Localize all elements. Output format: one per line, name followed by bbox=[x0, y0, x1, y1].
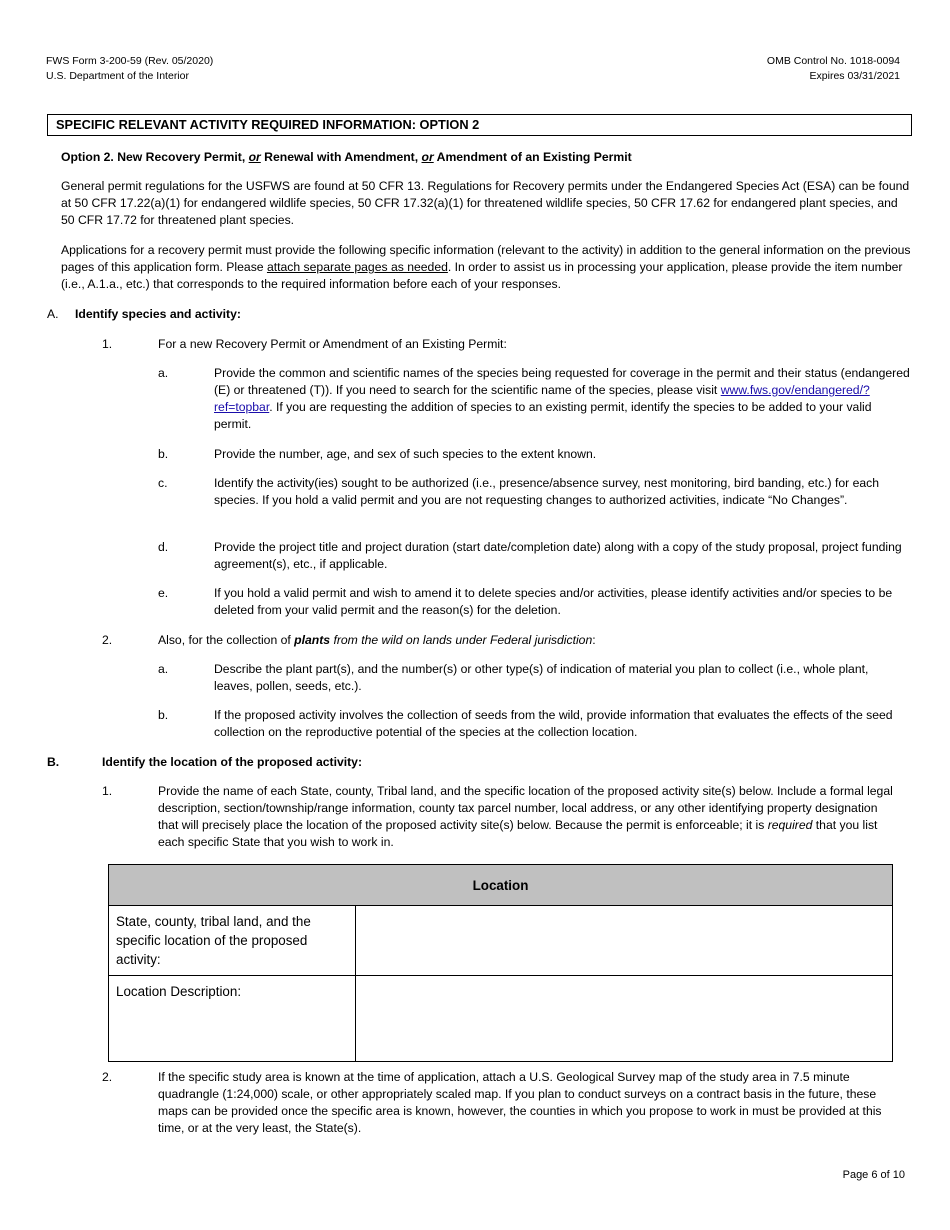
item-a2b-text: If the proposed activity involves the collection of seeds from the wild, provide information that evaluates the effects of the seed collection on the reproductive potential of the species at the collection location. bbox=[214, 708, 893, 739]
item-a1d-letter: d. bbox=[158, 540, 169, 554]
intro-instructions-text-1: Applications for a recovery permit must provide the following specific information (relevant to the activity) in addition to the general information on the previous pages of this application form. Please bbox=[61, 243, 911, 274]
page-number: Page 6 of 10 bbox=[842, 1169, 905, 1181]
option-text-1: Option 2. New Recovery Permit, bbox=[61, 150, 249, 164]
item-a1a-text-1: Provide the common and scientific names of the species being requested for coverage in the permit and their status (endangered (E) or threatened (T)). If you need to search for the scientific name of the species, please visit bbox=[214, 366, 910, 397]
location-table bbox=[108, 864, 893, 1062]
required-emphasis: required bbox=[767, 818, 813, 832]
location-description-input-cell[interactable] bbox=[356, 976, 893, 1062]
option-or-1: or bbox=[248, 150, 261, 164]
section-b-title: Identify the location of the proposed activity: bbox=[102, 755, 363, 769]
header-right bbox=[767, 54, 900, 84]
item-a1-number: 1. bbox=[102, 337, 113, 351]
item-b1-text-2: that you list each specific State that you wish to work in. bbox=[158, 818, 878, 849]
option-heading bbox=[61, 149, 632, 166]
location-table-header: Location bbox=[109, 865, 893, 906]
item-a1-text: For a new Recovery Permit or Amendment of an Existing Permit: bbox=[158, 337, 507, 351]
item-a2-text-1: Also, for the collection of bbox=[158, 633, 295, 647]
item-b1-text-1: Provide the name of each State, county, Tribal land, and the specific location of the proposed activity site(s) below. Include a formal legal description, section/township/range information, county tax parcel number, local address, or any other identifying property designation that will precisely place the location of the proposed activity site(s) below. Because the permit is enforceable; it is bbox=[158, 784, 893, 832]
section-a-letter: A. bbox=[47, 307, 59, 321]
location-input-cell[interactable] bbox=[356, 906, 893, 976]
item-a1c-letter: c. bbox=[158, 476, 168, 490]
option-text-3: Amendment of an Existing Permit bbox=[433, 150, 632, 164]
item-b1-number: 1. bbox=[102, 784, 113, 798]
expiration-date: Expires 03/31/2021 bbox=[809, 70, 900, 82]
department-name: U.S. Department of the Interior bbox=[46, 70, 189, 82]
item-a1d-text: Provide the project title and project duration (start date/completion date) along with a copy of the study proposal, project funding agreement(s), etc., if applicable. bbox=[214, 540, 902, 571]
item-a1c-text: Identify the activity(ies) sought to be authorized (i.e., presence/absence survey, nest monitoring, bird banding, etc.) for each species. If you hold a valid permit and you are not requesting changes to authorized activities, indicate “No Changes”. bbox=[214, 476, 880, 507]
item-a1e-letter: e. bbox=[158, 586, 169, 600]
item-a2-number: 2. bbox=[102, 633, 113, 647]
plants-emphasis: plants bbox=[294, 633, 331, 647]
item-a2b-letter: b. bbox=[158, 708, 169, 722]
item-b2-number: 2. bbox=[102, 1070, 113, 1084]
item-a1a-text bbox=[214, 365, 910, 433]
item-a2-text bbox=[158, 632, 596, 649]
header-left bbox=[46, 54, 213, 84]
location-description-label: Location Description: bbox=[109, 976, 356, 1062]
intro-instructions-text-2: . In order to assist us in processing your application, please provide the item number (i.e., A.1.a., etc.) that corresponds to the required information before each of your responses. bbox=[61, 260, 903, 291]
item-b1-text bbox=[158, 783, 898, 851]
omb-control-number: OMB Control No. 1018-0094 bbox=[766, 55, 900, 67]
attach-pages-note: attach separate pages as needed bbox=[266, 260, 448, 274]
item-a1e-text: If you hold a valid permit and wish to amend it to delete species and/or activities, please identify activities and/or species to be deleted from your valid permit and the reason(s) for the deletion. bbox=[214, 586, 893, 617]
item-a2-text-2: : bbox=[592, 633, 596, 647]
section-b-letter: B. bbox=[47, 755, 60, 769]
item-a1b-text: Provide the number, age, and sex of such species to the extent known. bbox=[214, 447, 597, 461]
section-a-title: Identify species and activity: bbox=[75, 307, 241, 321]
intro-instructions bbox=[61, 242, 911, 293]
federal-jurisdiction-text: from the wild on lands under Federal jurisdiction bbox=[330, 633, 593, 647]
item-a1a-text-2: . If you are requesting the addition of species to an existing permit, identify the species to be added to your valid permit. bbox=[214, 400, 872, 431]
intro-regulations: General permit regulations for the USFWS are found at 50 CFR 13. Regulations for Recovery permits under the Endangered Species Act (ESA) can be found at 50 CFR 17.22(a)(1) for endangered wildlife species, 50 CFR 17.32(a)(1) for threatened wildlife species, 50 CFR 17.62 for endangered plant species, and 50 CFR 17.72 for threatened plant species. bbox=[61, 179, 910, 227]
item-a2a-letter: a. bbox=[158, 662, 169, 676]
option-text-2: Renewal with Amendment, bbox=[260, 150, 422, 164]
location-row-label: State, county, tribal land, and the specific location of the proposed activity: bbox=[109, 906, 356, 976]
form-id: FWS Form 3-200-59 (Rev. 05/2020) bbox=[46, 55, 214, 67]
item-a1b-letter: b. bbox=[158, 447, 169, 461]
section-banner: SPECIFIC RELEVANT ACTIVITY REQUIRED INFORMATION: OPTION 2 bbox=[47, 114, 912, 136]
item-a1a-letter: a. bbox=[158, 366, 169, 380]
option-or-2: or bbox=[421, 150, 434, 164]
item-b2-text: If the specific study area is known at the time of application, attach a U.S. Geological Survey map of the study area in 7.5 minute quadrangle (1:24,000) scale, or other appropriately scaled map. If you plan to conduct surveys on a contract basis in the future, these maps can be provided once the specific area is known, however, the counties in which you propose to work in must be provided at this time, or at the very least, the State(s). bbox=[158, 1070, 882, 1135]
fws-endangered-link[interactable]: www.fws.gov/endangered/?ref=topbar bbox=[214, 383, 870, 414]
item-a2a-text: Describe the plant part(s), and the number(s) or other type(s) of indication of material you plan to collect (i.e., whole plant, leaves, pollen, seeds, etc.). bbox=[214, 662, 869, 693]
